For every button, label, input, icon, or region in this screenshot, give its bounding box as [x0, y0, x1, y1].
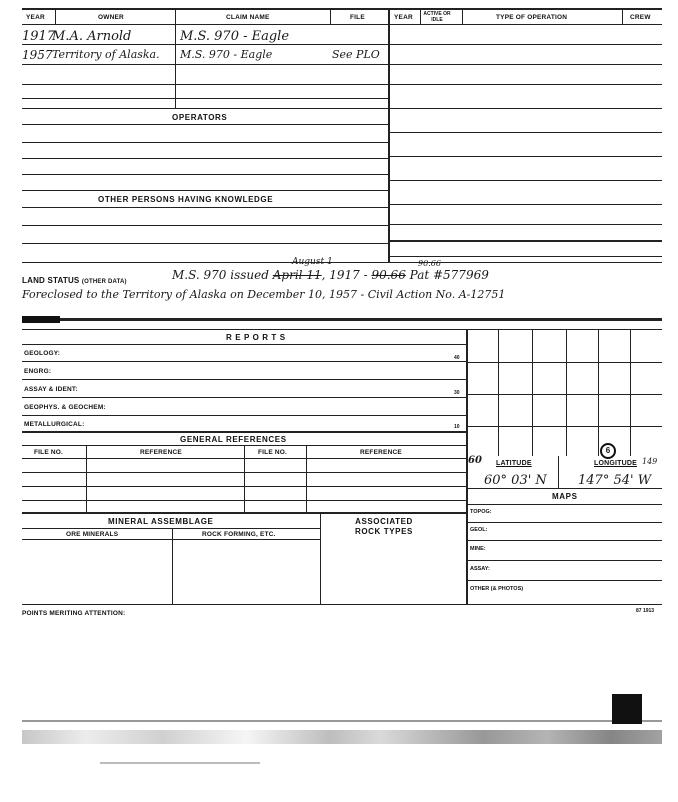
mineral-assemblage-heading: MINERAL ASSEMBLAGE	[108, 517, 214, 526]
report-metallurgical: METALLURGICAL:	[24, 421, 85, 428]
maps-line	[466, 522, 662, 523]
report-geology: GEOLOGY:	[24, 350, 61, 357]
associated-rock-types-heading: ASSOCIATED ROCK TYPES	[354, 517, 413, 536]
mineral-top	[22, 512, 466, 514]
scan-artifact-band	[22, 730, 662, 744]
mineral-col-rock-forming: ROCK FORMING, ETC.	[202, 531, 276, 538]
operators-line	[22, 190, 388, 191]
scan-artifact-block	[612, 694, 642, 724]
grid-line	[466, 362, 662, 363]
grid-line	[532, 329, 533, 456]
row1-year: 1917	[22, 29, 56, 44]
mineral-line	[22, 539, 320, 540]
row-line	[22, 44, 388, 45]
latitude-grid-mark: 60	[468, 455, 482, 466]
operators-line	[22, 174, 388, 175]
reports-line	[22, 344, 466, 345]
reports-line	[22, 397, 466, 398]
col-header-year: YEAR	[26, 14, 45, 21]
col-header-active-or-idle: ACTIVE OR IDLE	[423, 11, 451, 23]
ref-col-file-no: FILE NO.	[34, 449, 64, 456]
other-persons-heading: OTHER PERSONS HAVING KNOWLEDGE	[98, 195, 274, 204]
col-header-crew: CREW	[630, 14, 651, 21]
scale-mark: 30	[454, 390, 460, 396]
right-row-line	[388, 64, 662, 65]
latitude-label: LATITUDE	[496, 460, 532, 467]
scale-mark: 40	[454, 355, 460, 361]
right-row-line	[388, 44, 662, 45]
col-header-file: FILE	[350, 14, 365, 21]
report-engrg: ENGRG:	[24, 368, 52, 375]
header-bottom-line	[22, 24, 662, 25]
latitude-value: 60° 03' N	[484, 473, 547, 488]
points-meriting-attention: POINTS MERITING ATTENTION:	[22, 610, 126, 617]
ref-col-divider	[244, 445, 245, 512]
maps-line	[466, 580, 662, 581]
section-divider	[22, 318, 662, 321]
operators-line	[22, 158, 388, 159]
grid-line	[466, 394, 662, 395]
right-row-line	[388, 256, 662, 257]
operators-line	[22, 124, 388, 125]
location-circle-marker: 6	[600, 443, 616, 459]
ref-col-divider	[86, 445, 87, 512]
col-header-owner: OWNER	[98, 14, 124, 21]
col-divider	[622, 8, 623, 24]
top-border	[22, 8, 662, 10]
reports-line	[22, 361, 466, 362]
land-status-insert: August 1	[292, 257, 333, 267]
maps-line	[466, 504, 662, 505]
scan-artifact-line	[22, 720, 662, 722]
col-divider	[462, 8, 463, 24]
map-assay: ASSAY:	[470, 566, 490, 572]
ref-col-divider	[306, 445, 307, 512]
land-status-line2: Foreclosed to the Territory of Alaska on December 10, 1957 - Civil Action No. A-12751	[22, 288, 506, 301]
right-row-line	[388, 132, 662, 133]
ref-col-file-no-2: FILE NO.	[258, 449, 288, 456]
mineral-col-divider	[172, 528, 173, 604]
longitude-tag: 149	[642, 457, 658, 466]
form-code: 87 1913	[636, 608, 655, 614]
longitude-label: LONGITUDE	[594, 460, 638, 467]
ref-col-reference: REFERENCE	[140, 449, 182, 456]
coord-bottom-line	[466, 488, 662, 489]
reports-line	[22, 415, 466, 416]
row2-owner: Territory of Alaska.	[52, 48, 160, 61]
land-status-insert-2: 90.66	[418, 259, 441, 268]
scan-artifact-smudge	[100, 762, 260, 764]
land-status-line1: M.S. 970 issued April 11, 1917 - 90.66 Pat #577969	[172, 268, 489, 282]
right-row-line	[388, 204, 662, 205]
other-persons-bottom	[22, 262, 662, 263]
col-divider	[420, 8, 421, 24]
mineral-col-ore: ORE MINERALS	[66, 531, 119, 538]
reports-heading: R E P O R T S	[226, 333, 286, 342]
ref-col-reference-2: REFERENCE	[360, 449, 402, 456]
reports-line	[22, 379, 466, 380]
col-divider	[55, 8, 56, 24]
map-geol: GEOL:	[470, 527, 488, 533]
grid-line	[498, 329, 499, 456]
references-top	[22, 431, 466, 433]
mineral-line	[22, 528, 320, 529]
right-row-line	[388, 224, 662, 225]
col-header-year-2: YEAR	[394, 14, 413, 21]
maps-heading: MAPS	[552, 492, 578, 501]
coord-divider	[558, 456, 559, 488]
map-topog: TOPOG:	[470, 509, 492, 515]
scale-mark: 10	[454, 424, 460, 430]
map-mine: MINE:	[470, 546, 486, 552]
grid-line	[598, 329, 599, 456]
reports-right-divider	[466, 329, 468, 604]
right-row-line	[388, 180, 662, 181]
row-line	[22, 98, 388, 99]
right-row-line	[388, 84, 662, 85]
right-row-line	[388, 240, 662, 242]
map-other-photos: OTHER (& PHOTOS)	[470, 586, 524, 592]
other-persons-line	[22, 207, 388, 208]
other-persons-line	[22, 243, 388, 244]
other-persons-line	[22, 225, 388, 226]
row-line	[22, 64, 388, 65]
row2-file: See PLO	[332, 48, 380, 61]
longitude-value: 147° 54' W	[578, 473, 652, 488]
row-line	[22, 84, 388, 85]
mineral-right-divider	[320, 512, 321, 604]
grid-line	[466, 426, 662, 427]
report-assay: ASSAY & IDENT:	[24, 386, 78, 393]
grid-line	[630, 329, 631, 456]
row2-year: 1957	[22, 48, 53, 62]
col-header-claim-name: CLAIM NAME	[226, 14, 270, 21]
operators-line	[22, 142, 388, 143]
row1-owner: M.A. Arnold	[52, 29, 132, 44]
col-header-type-of-operation: TYPE OF OPERATION	[496, 14, 568, 21]
row2-claim: M.S. 970 - Eagle	[180, 48, 273, 61]
general-references-heading: GENERAL REFERENCES	[180, 435, 287, 444]
col-divider	[330, 8, 331, 24]
col-divider	[175, 8, 176, 108]
maps-line	[466, 560, 662, 561]
maps-line	[466, 540, 662, 541]
mineral-bottom	[22, 604, 662, 605]
operators-heading: OPERATORS	[172, 113, 228, 122]
land-status-label: LAND STATUS (OTHER DATA)	[22, 276, 127, 285]
report-geophys: GEOPHYS. & GEOCHEM:	[24, 404, 106, 411]
right-row-line	[388, 108, 662, 109]
row1-claim: M.S. 970 - Eagle	[180, 29, 290, 44]
operators-top	[22, 108, 388, 109]
divider-tab	[22, 316, 60, 323]
right-row-line	[388, 156, 662, 157]
grid-line	[566, 329, 567, 456]
